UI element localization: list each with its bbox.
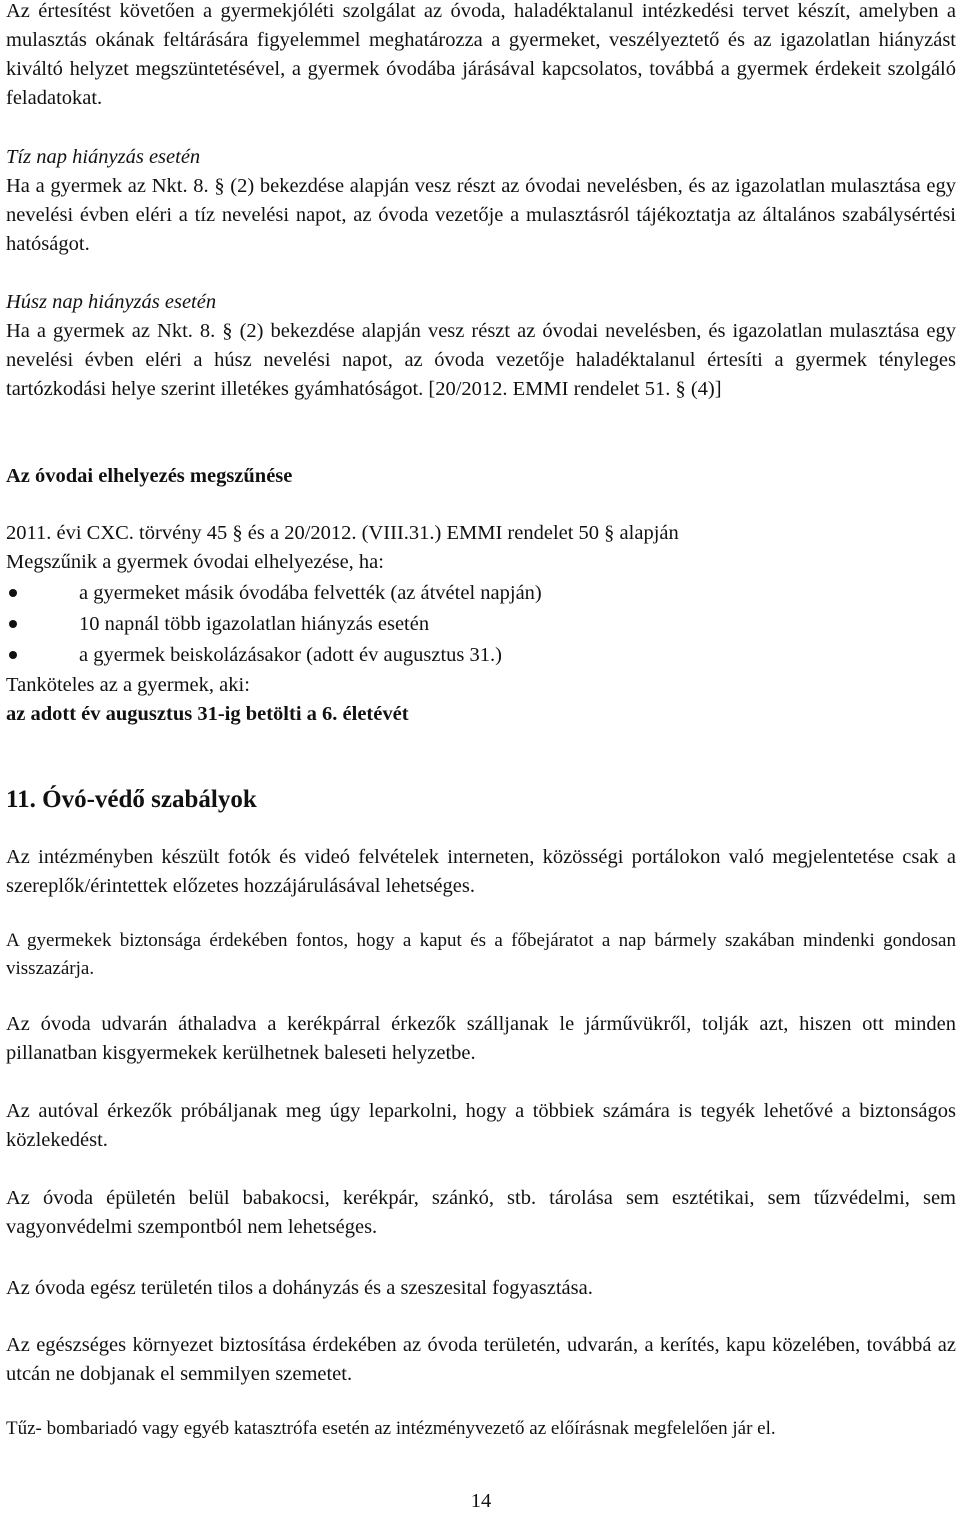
rule-litter: Az egészséges környezet biztosítása érdekében az óvoda területén, udvarán, a kerítés, kapu közelében, továbbá az utcán ne dobjanak el semmilyen szemetet. bbox=[6, 1334, 956, 1385]
bullet-icon bbox=[9, 620, 17, 628]
rule-bicycles: Az óvoda udvarán áthaladva a kerékpárral érkezők szálljanak le járművükről, tolják azt, hiszen ott minden pillanatban kisgyermekek kerülhetnek baleseti helyzetbe. bbox=[6, 1013, 956, 1064]
rule-smoking: Az óvoda egész területén tilos a dohányzás és a szeszesital fogyasztása. bbox=[6, 1277, 593, 1299]
intro-paragraph: Az értesítést követően a gyermekjóléti szolgálat az óvoda, haladéktalanul intézkedési tervet készít, amelyben a mulasztás okának feltárására figyelemmel meghatározza a gyermeket, veszélyeztető és az igazolatlan hiányzást kiváltó helyzet megszüntetésével, a gyermek óvodába járásával kapcsolatos, továbbá a gyermek érdekeit szolgáló feladatokat. bbox=[6, 0, 956, 109]
rule-gate: A gyermekek biztonsága érdekében fontos, hogy a kaput és a főbejáratot a nap bármely szakában mindenki gondosan visszazárja. bbox=[6, 930, 956, 979]
termination-heading: Az óvodai elhelyezés megszűnése bbox=[6, 465, 293, 487]
rule-parking: Az autóval érkezők próbáljanak meg úgy leparkolni, hogy a többiek számára is tegyék lehetővé a biztonságos közlekedést. bbox=[6, 1100, 956, 1151]
twenty-days-heading: Húsz nap hiányzás esetén bbox=[6, 291, 217, 313]
list-item: a gyermek beiskolázásakor (adott év augusztus 31.) bbox=[6, 640, 956, 671]
twenty-days-paragraph: Ha a gyermek az Nkt. 8. § (2) bekezdése alapján vesz részt az óvodai nevelésben, és igazolatlan mulasztása egy nevelési évben eléri a húsz nevelési napot, az óvoda vezetője haladéktalanul értesíti a gyermek tényleges tartózkodási helye szerint illetékes gyámhatóságot. [20/2012. EMMI rendelet 51. § (4)] bbox=[6, 320, 956, 400]
page-number: 14 bbox=[470, 1490, 492, 1512]
school-age-rule: az adott év augusztus 31-ig betölti a 6. életévét bbox=[6, 703, 409, 725]
bullet-icon bbox=[9, 589, 17, 597]
termination-list bbox=[6, 578, 956, 671]
termination-law-reference: 2011. évi CXC. törvény 45 § és a 20/2012. (VIII.31.) EMMI rendelet 50 § alapján bbox=[6, 522, 679, 544]
termination-intro: Megszűnik a gyermek óvodai elhelyezése, ha: bbox=[6, 551, 384, 573]
rule-emergency: Tűz- bombariadó vagy egyéb katasztrófa esetén az intézményvezető az előírásnak megfelelően jár el. bbox=[6, 1418, 776, 1439]
school-age-label: Tanköteles az a gyermek, aki: bbox=[6, 674, 250, 696]
ten-days-paragraph: Ha a gyermek az Nkt. 8. § (2) bekezdése alapján vesz részt az óvodai nevelésben, és az igazolatlan mulasztása egy nevelési évben eléri a tíz nevelési napot, az óvoda vezetője a mulasztásról tájékoztatja az általános szabálysértési hatóságot. bbox=[6, 175, 956, 255]
list-item: a gyermeket másik óvodába felvették (az átvétel napján) bbox=[6, 578, 956, 609]
section-title: 11. Óvó-védő szabályok bbox=[6, 786, 257, 813]
list-item: 10 napnál több igazolatlan hiányzás esetén bbox=[6, 609, 956, 640]
bullet-icon bbox=[9, 651, 17, 659]
rule-photos: Az intézményben készült fotók és videó felvételek interneten, közösségi portálokon való megjelentetése csak a szereplők/érintettek előzetes hozzájárulásával lehetséges. bbox=[6, 846, 956, 897]
ten-days-heading: Tíz nap hiányzás esetén bbox=[6, 146, 201, 168]
rule-storage: Az óvoda épületén belül babakocsi, kerékpár, szánkó, stb. tárolása sem esztétikai, sem tűzvédelmi, sem vagyonvédelmi szempontból nem lehetséges. bbox=[6, 1187, 956, 1238]
